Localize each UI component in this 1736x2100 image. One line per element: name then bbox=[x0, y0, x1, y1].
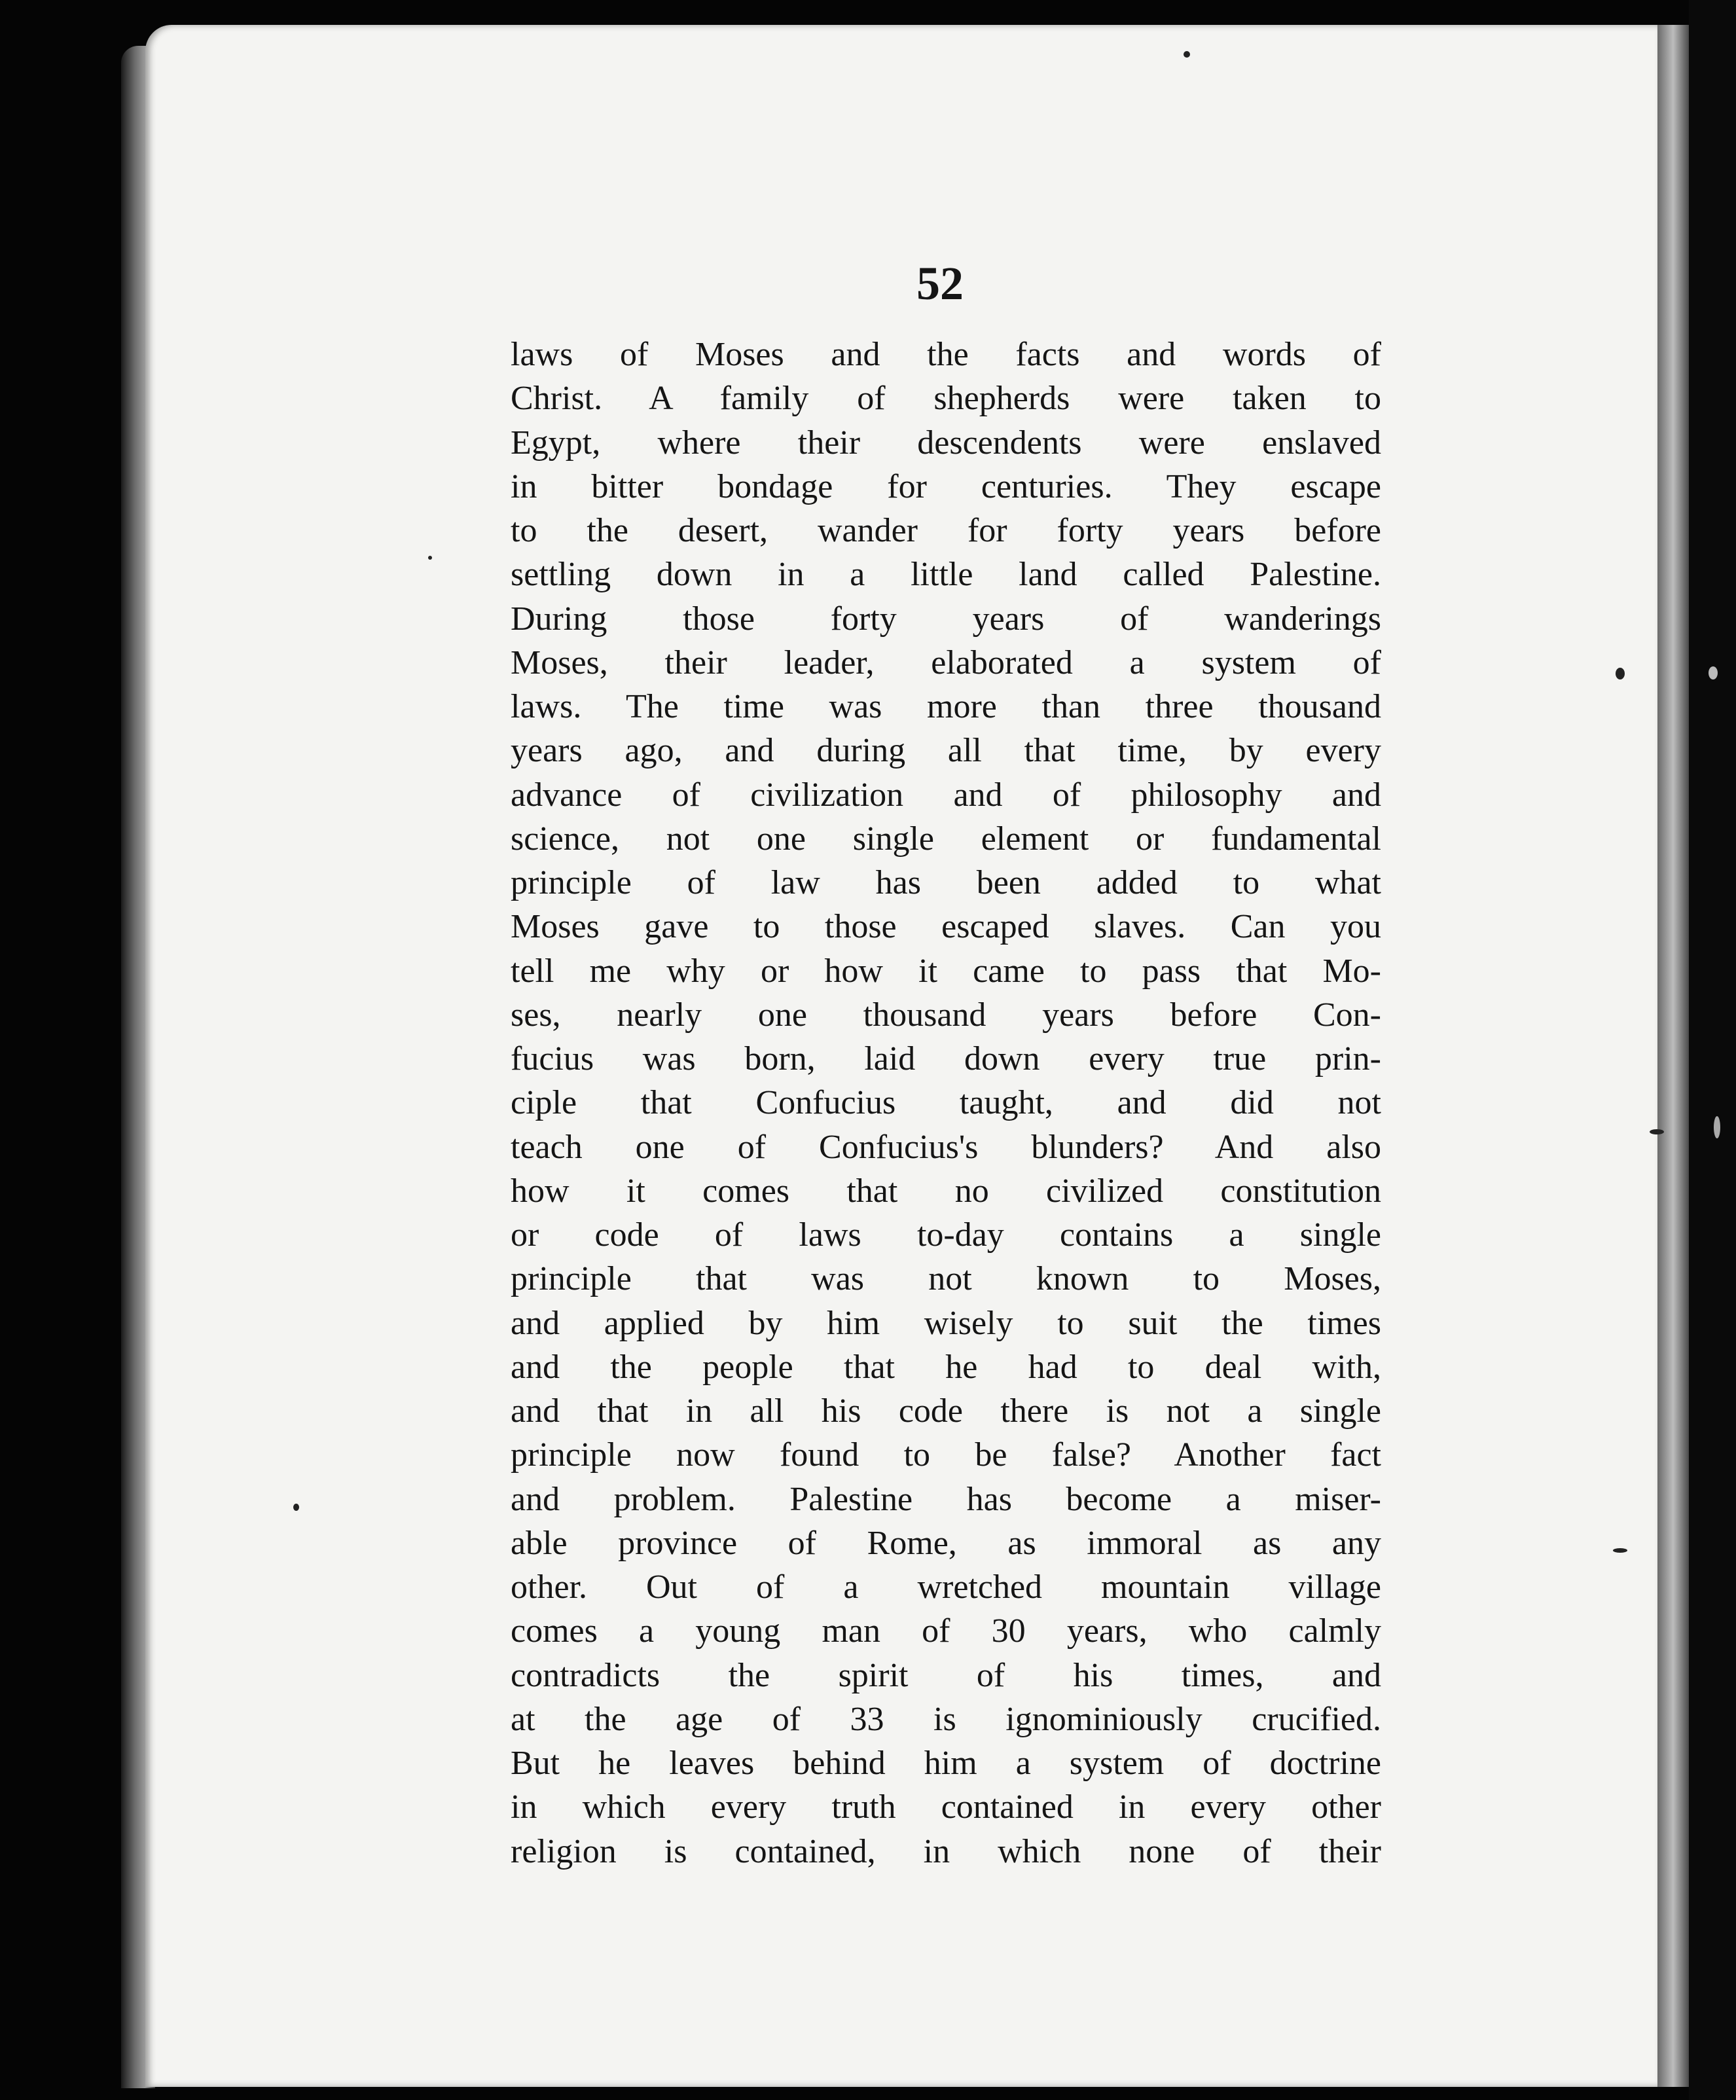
scan-speck bbox=[293, 1504, 299, 1511]
text-line: principle of law has been added to what bbox=[511, 864, 1381, 901]
body-text bbox=[511, 333, 1381, 1874]
text-line: and problem. Palestine has become a miser- bbox=[511, 1480, 1381, 1518]
text-line: and that in all his code there is not a single bbox=[511, 1392, 1381, 1430]
text-line: fucius was born, laid down every true prin- bbox=[511, 1040, 1381, 1077]
scan-right-strip bbox=[1689, 0, 1736, 2100]
text-line: But he leaves behind him a system of doctrine bbox=[511, 1745, 1381, 1782]
text-line: other. Out of a wretched mountain village bbox=[511, 1568, 1381, 1606]
text-line: laws of Moses and the facts and words of bbox=[511, 336, 1381, 373]
text-line: religion is contained, in which none of their bbox=[511, 1832, 1381, 1870]
scan-speck bbox=[1714, 1116, 1720, 1138]
text-line: ciple that Confucius taught, and did not bbox=[511, 1084, 1381, 1122]
text-line: or code of laws to-day contains a single bbox=[511, 1216, 1381, 1254]
scan-speck bbox=[1613, 1548, 1627, 1553]
text-line: During those forty years of wanderings bbox=[511, 600, 1381, 638]
scan-speck bbox=[1184, 51, 1190, 58]
scan-speck bbox=[1616, 668, 1625, 679]
text-line: ses, nearly one thousand years before Con- bbox=[511, 996, 1381, 1034]
text-line: contradicts the spirit of his times, and bbox=[511, 1656, 1381, 1694]
text-line: and the people that he had to deal with, bbox=[511, 1348, 1381, 1386]
text-line: teach one of Confucius's blunders? And also bbox=[511, 1128, 1381, 1166]
page-right-gutter bbox=[1657, 25, 1689, 2087]
text-line: Christ. A family of shepherds were taken to bbox=[511, 380, 1381, 418]
text-line: laws. The time was more than three thousand bbox=[511, 688, 1381, 725]
text-line: comes a young man of 30 years, who calmly bbox=[511, 1612, 1381, 1650]
text-line: principle that was not known to Moses, bbox=[511, 1260, 1381, 1298]
text-line: Moses, their leader, elaborated a system of bbox=[511, 643, 1381, 681]
text-line: at the age of 33 is ignominiously crucified. bbox=[511, 1700, 1381, 1738]
text-line: Egypt, where their descendents were enslaved bbox=[511, 424, 1381, 462]
text-line: how it comes that no civilized constitution bbox=[511, 1172, 1381, 1210]
text-line: science, not one single element or fundamental bbox=[511, 820, 1381, 858]
text-line: Moses gave to those escaped slaves. Can you bbox=[511, 908, 1381, 946]
scan-speck bbox=[1709, 666, 1718, 679]
page-number: 52 bbox=[916, 257, 964, 310]
text-line: in which every truth contained in every other bbox=[511, 1788, 1381, 1826]
text-line: to the desert, wander for forty years before bbox=[511, 512, 1381, 549]
text-line: years ago, and during all that time, by every bbox=[511, 732, 1381, 770]
text-line: in bitter bondage for centuries. They escape bbox=[511, 467, 1381, 505]
text-line: principle now found to be false? Another fact bbox=[511, 1436, 1381, 1474]
text-line: able province of Rome, as immoral as any bbox=[511, 1524, 1381, 1562]
text-line: settling down in a little land called Palestine. bbox=[511, 556, 1381, 594]
text-line: and applied by him wisely to suit the times bbox=[511, 1304, 1381, 1342]
scan-speck bbox=[1650, 1129, 1664, 1134]
text-line: advance of civilization and of philosophy and bbox=[511, 776, 1381, 814]
text-line: tell me why or how it came to pass that Mo- bbox=[511, 952, 1381, 990]
scan-speck bbox=[428, 556, 432, 560]
